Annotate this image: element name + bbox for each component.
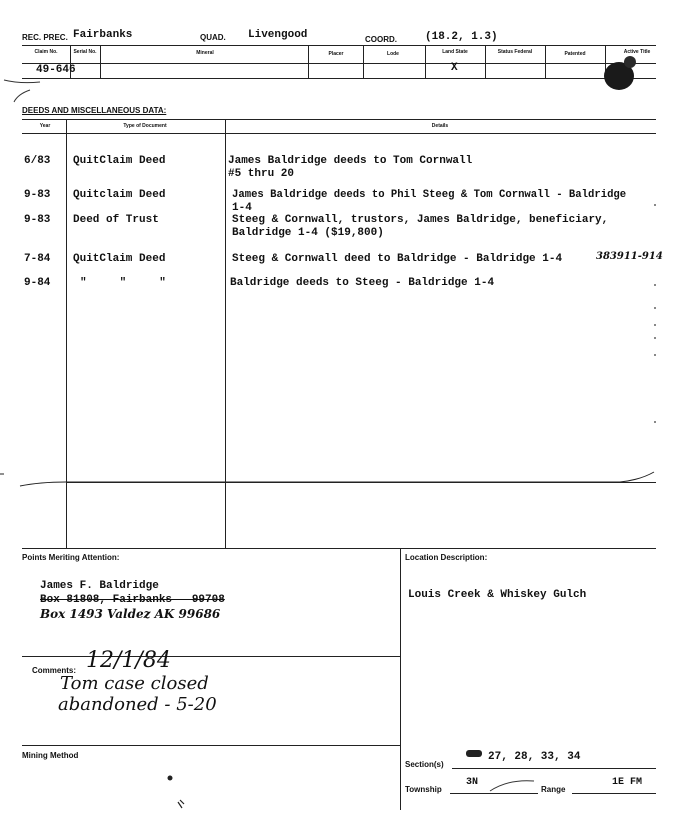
- deed-details: #5 thru 20: [228, 168, 295, 180]
- deed-year: 7-84: [24, 253, 51, 265]
- mining-method-label: Mining Method: [22, 751, 79, 760]
- scan-dots: [650, 190, 660, 430]
- patented-header: Patented: [564, 51, 586, 57]
- mineral-header: Mineral: [196, 50, 214, 56]
- deed-type: QuitClaim Deed: [73, 155, 166, 167]
- comments-line1: Tom case closed: [60, 673, 209, 694]
- township-value: 3N: [466, 777, 479, 788]
- ink-blot: [624, 56, 636, 68]
- status-federal-header: Status Federal: [497, 49, 533, 55]
- placer-header: Placer: [328, 51, 344, 57]
- deed-type: Deed of Trust: [73, 214, 159, 226]
- deeds-section-title: DEEDS AND MISCELLANEOUS DATA:: [22, 106, 167, 115]
- quad-value: Livengood: [248, 29, 308, 41]
- location-label: Location Description:: [405, 553, 488, 562]
- deed-details: James Baldridge deeds to Tom Cornwall: [228, 155, 473, 167]
- claim-no-header: Claim No.: [34, 49, 58, 55]
- deed-year: 6/83: [24, 155, 51, 167]
- ink-speck: [160, 772, 200, 812]
- pen-mark: [488, 777, 538, 793]
- deed-details: Baldridge deeds to Steeg - Baldridge 1-4: [230, 277, 495, 289]
- deed-year: 9-83: [24, 214, 51, 226]
- serial-no-header: Serial No.: [73, 49, 97, 55]
- deed-details: 1-4: [232, 202, 252, 214]
- points-old-address: Box 81808, Fairbanks 99708: [40, 594, 225, 606]
- comments-date: 12/1/84: [86, 648, 171, 673]
- deed-year: 9-84: [24, 277, 51, 289]
- range-value: 1E FM: [612, 777, 643, 788]
- section-scribble: [466, 750, 482, 757]
- type-col-header: Type of Document: [123, 123, 167, 129]
- lode-header: Lode: [387, 51, 399, 57]
- deed-type: QuitClaim Deed: [73, 253, 166, 265]
- range-label: Range: [541, 785, 566, 794]
- deed-year: 9-83: [24, 189, 51, 201]
- points-label: Points Meriting Attention:: [22, 553, 120, 562]
- deed-details: Baldridge 1-4 ($19,800): [232, 227, 384, 239]
- township-label: Township: [405, 785, 442, 794]
- land-state-value: X: [451, 62, 458, 74]
- points-name: James F. Baldridge: [40, 580, 159, 592]
- section-value: 27, 28, 33, 34: [488, 751, 581, 763]
- claim-no-value: 49-646: [36, 64, 76, 76]
- deed-type: Quitclaim Deed: [73, 189, 166, 201]
- coord-label: COORD.: [365, 35, 397, 44]
- comments-label: Comments:: [32, 666, 77, 675]
- pen-mark: [0, 70, 60, 105]
- location-value: Louis Creek & Whiskey Gulch: [408, 589, 587, 601]
- year-col-header: Year: [39, 123, 51, 129]
- points-new-address: Box 1493 Valdez AK 99686: [40, 607, 221, 621]
- rec-prec-label: REC. PREC.: [22, 33, 68, 42]
- section-divider: [0, 466, 678, 496]
- details-col-header: Details: [431, 123, 449, 129]
- comments-line2: abandoned - 5-20: [58, 694, 217, 715]
- section-label: Section(s): [405, 760, 444, 769]
- quad-label: QUAD.: [200, 33, 226, 42]
- deed-details: James Baldridge deeds to Phil Steeg & Tom Cornwall - Baldridge: [232, 189, 627, 201]
- deed-handwritten-note: 383911-914: [596, 251, 663, 262]
- deed-type: " " ": [80, 277, 166, 289]
- active-title-header: Active Title: [623, 49, 651, 55]
- land-state-header: Land State: [442, 49, 468, 55]
- coord-value: (18.2, 1.3): [425, 31, 498, 43]
- rec-prec-value: Fairbanks: [73, 29, 133, 41]
- deed-details: Steeg & Cornwall, trustors, James Baldridge, beneficiary,: [232, 214, 609, 226]
- deed-details: Steeg & Cornwall deed to Baldridge - Baldridge 1-4: [232, 253, 563, 265]
